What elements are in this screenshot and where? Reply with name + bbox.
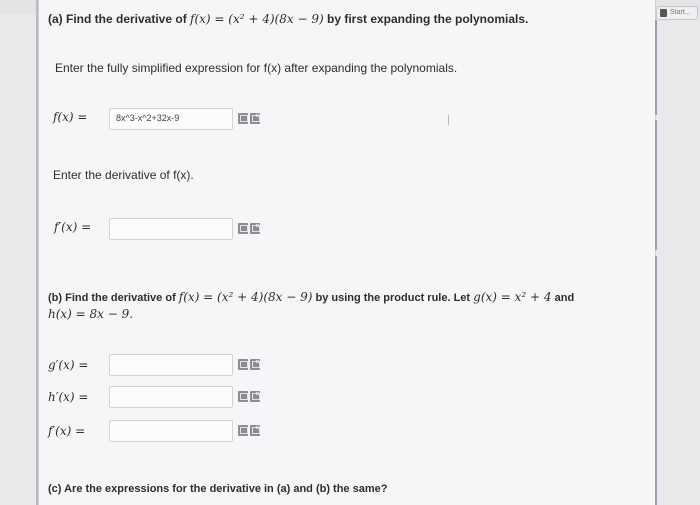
help-icon[interactable]: [250, 359, 260, 370]
preview-icon[interactable]: [238, 391, 248, 402]
help-icon[interactable]: [250, 391, 260, 402]
preview-icon[interactable]: [238, 113, 248, 124]
panel-right-edge: [653, 20, 657, 115]
f-label: f(x) =: [53, 110, 88, 124]
start-button[interactable]: Start...: [656, 6, 698, 20]
panel-right-edge: [653, 256, 657, 505]
part-c-question: (c) Are the expressions for the derivative in (a) and (b) the same?: [48, 483, 388, 495]
help-icon[interactable]: [250, 425, 260, 436]
gprime-label: g′(x) =: [48, 358, 89, 372]
fprime-label-a: f′(x) =: [54, 220, 92, 234]
hprime-answer-field[interactable]: [109, 386, 233, 408]
part-b-h-definition: h(x) = 8x − 9.: [48, 307, 134, 321]
text-cursor: [448, 115, 449, 125]
preview-icon[interactable]: [238, 223, 248, 234]
derivative-instruction: Enter the derivative of f(x).: [53, 168, 194, 182]
fprime-label-b: f′(x) =: [48, 424, 86, 438]
part-b-heading: (b) Find the derivative of f(x) = (x² + 4)(8x − 9) by using the product rule. Let g(x) = x² + 4 and: [48, 290, 575, 304]
preview-icon[interactable]: [238, 425, 248, 436]
panel-right-edge: [653, 120, 657, 250]
lock-icon: [660, 9, 667, 17]
f-answer-field[interactable]: [109, 108, 233, 130]
preview-icon[interactable]: [238, 359, 248, 370]
part-a-heading: (a) Find the derivative of f(x) = (x² + 4)(8x − 9) by first expanding the polynomials.: [48, 12, 529, 26]
part-a-instruction: Enter the fully simplified expression for f(x) after expanding the polynomials.: [55, 61, 458, 75]
fprime-answer-field-a[interactable]: [109, 218, 233, 240]
help-icon[interactable]: [250, 223, 260, 234]
gprime-answer-field[interactable]: [109, 354, 233, 376]
hprime-label: h′(x) =: [48, 390, 89, 404]
help-icon[interactable]: [250, 113, 260, 124]
f-answer-value: 8x^3-x^2+32x-9: [116, 113, 180, 123]
fprime-answer-field-b[interactable]: [109, 420, 233, 442]
